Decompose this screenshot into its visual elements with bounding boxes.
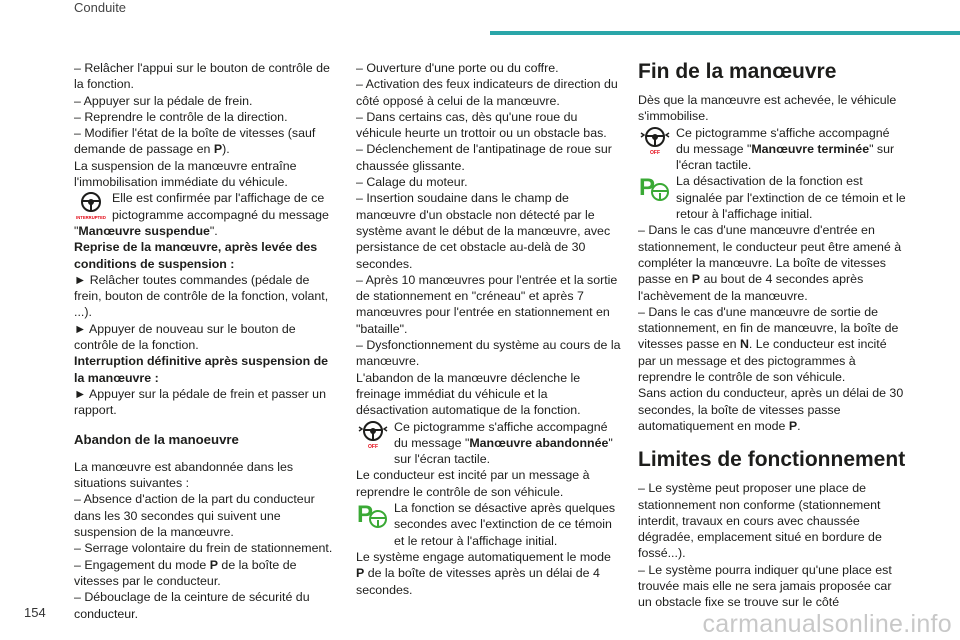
bold-text: Interruption définitive après suspension de la manœuvre : [74, 354, 329, 385]
text-span: au bout de 4 secondes après l'achèvement de la manœuvre. [638, 272, 864, 303]
text-span: – Dans le cas d'une manœuvre de sortie de stationnement, en fin de manœuvre, la boîte de vitesses passe en [638, 304, 899, 352]
text-span: " sur l'écran tactile. [394, 435, 613, 467]
text-line: – Appuyer sur la pédale de frein. [74, 93, 253, 108]
text-line: – Reprendre le contrôle de la direction. [74, 109, 288, 124]
icon-paragraph [356, 419, 622, 468]
off-label: OFF [368, 443, 378, 450]
text-span: de la boîte de vitesses après un délai de 4 secondes. [356, 566, 600, 597]
interrupted-label: INTERRUPTED [76, 215, 106, 221]
text-span: de la boîte de vitesses par le conducteur. [74, 557, 297, 588]
text-line [74, 125, 339, 158]
text-line [638, 125, 906, 174]
text-span: Ce pictogramme s'affiche accompagné du message " [394, 419, 608, 450]
gear-letter: P [691, 272, 700, 287]
column-1 [74, 60, 339, 622]
text-line: Le conducteur est incité par un message à reprendre le contrôle de son véhicule. [356, 468, 590, 499]
text-span: Le système engage automatiquement le mode [356, 549, 611, 564]
text-span: Ce pictogramme s'affiche accompagné du message " [676, 125, 890, 156]
text-line: Dès que la manœuvre est achevée, le véhicule s'immobilise. [638, 93, 897, 124]
icon-paragraph [638, 173, 906, 222]
text-line: – Calage du moteur. [356, 175, 468, 190]
text-line: – Ouverture d'une porte ou du coffre. [356, 61, 559, 75]
text-line: La suspension de la manœuvre entraîne l'immobilisation immédiate du véhicule. [74, 158, 297, 190]
text-line: – Débouclage de la ceinture de sécurité du conducteur. [74, 590, 310, 621]
off-label: OFF [650, 149, 660, 156]
text-line [74, 223, 339, 239]
text-line: – Le système pourra indiquer qu'une place est trouvée mais elle ne sera jamais proposée car un obstacle fixe se trouve sur le côté [638, 562, 892, 610]
steering-wheel-interrupted-icon [74, 190, 108, 222]
icon-paragraph [638, 125, 906, 174]
text-line: La fonction se désactive après quelques secondes avec l'extinction de ce témoin et le retour à l'affichage initial. [394, 501, 616, 548]
text-line: – Dans certains cas, dès qu'une roue du véhicule heurte un trottoir ou un obstacle bas. [356, 109, 607, 141]
text-span: ). [222, 142, 230, 157]
text-span: – Modifier l'état de la boîte de vitesses (sauf demande de passage en [74, 126, 316, 157]
text-span: – Engagement du mode [74, 557, 210, 572]
parking-assist-icon [356, 500, 390, 532]
text-line: – Relâcher l'appui sur le bouton de contrôle de la fonction. [74, 61, 330, 92]
icon-paragraph [74, 190, 339, 223]
text-span: . Le conducteur est incité par un message et des pictogrammes à reprendre le contrôle de son véhicule. [638, 337, 887, 385]
text-span: Sans action du conducteur, après un délai de 30 secondes, la boîte de vitesses passe automatiquement en mode [638, 386, 904, 433]
text-span: " sur l'écran tactile. [676, 141, 895, 173]
text-span: – Dans le cas d'une manœuvre d'entrée en stationnement, le conducteur peut être amené à compléter la manœuvre. La boîte de vitesses passe en [638, 223, 902, 287]
text-line: ► Appuyer sur la pédale de frein et passer un rapport. [74, 386, 326, 418]
text-line: L'abandon de la manœuvre déclenche le freinage immédiat du véhicule et la désactivation automatique de la fonction. [356, 370, 581, 418]
svg-text:P: P [639, 174, 656, 202]
message-bold: Manœuvre terminée [751, 141, 870, 156]
text-span: " [74, 223, 79, 238]
svg-text:P: P [357, 501, 374, 529]
page-number: 154 [24, 605, 46, 620]
text-line: – Serrage volontaire du frein de stationnement. [74, 541, 333, 556]
text-line [356, 419, 622, 468]
column-2 [356, 60, 622, 598]
section-heading: Limites de fonctionnement [638, 448, 906, 472]
text-line: Elle est confirmée par l'affichage de ce pictogramme accompagné du message [112, 191, 329, 222]
header-accent-bar [490, 31, 960, 35]
text-line [638, 385, 906, 434]
steering-wheel-off-icon [638, 125, 672, 157]
icon-paragraph [356, 500, 622, 549]
subheading [74, 353, 339, 386]
watermark: carmanualsonline.info [702, 610, 952, 638]
text-line [638, 304, 906, 385]
header-section-label: Conduite [74, 0, 127, 15]
text-line: La manœuvre est abandonnée dans les situations suivantes : [74, 459, 294, 491]
column-3 [638, 60, 906, 611]
text-line: La désactivation de la fonction est signalée par l'extinction de ce témoin et le retour à l'affichage initial. [676, 174, 906, 222]
text-line: – Dysfonctionnement du système au cours de la manœuvre. [356, 338, 621, 369]
section-heading: Fin de la manœuvre [638, 60, 837, 83]
message-bold: Manœuvre suspendue [78, 223, 210, 238]
text-line: – Déclenchement de l'antipatinage de roue sur chaussée glissante. [356, 142, 612, 173]
text-line [356, 549, 622, 598]
gear-letter: P [209, 557, 218, 572]
text-span: ". [209, 223, 218, 238]
parking-assist-icon [638, 173, 672, 205]
text-span: . [797, 418, 801, 433]
steering-wheel-off-icon [356, 419, 390, 451]
text-line: ► Relâcher toutes commandes (pédale de frein, bouton de contrôle de la fonction, volant, ...). [74, 272, 329, 320]
text-line: – Insertion soudaine dans le champ de manœuvre d'un obstacle non détecté par le système avant le début de la manœuvre, avec persistance de cet obstacle au-delà de 30 secondes. [356, 191, 611, 271]
text-line: – Absence d'action de la part du conducteur dans les 30 secondes qui suivent une suspension de la manœuvre. [74, 492, 315, 540]
text-line: – Après 10 manœuvres pour l'entrée et la sortie de stationnement en "créneau" et après 7 manœuvres pour l'entrée en stationnement en "bataille". [356, 272, 618, 336]
gear-letter: N [739, 337, 749, 352]
gear-letter: P [356, 566, 365, 581]
message-bold: Manœuvre abandonnée [469, 435, 609, 450]
text-line: ► Appuyer de nouveau sur le bouton de contrôle de la fonction. [74, 321, 296, 353]
text-line: – Activation des feux indicateurs de direction du côté opposé à celui de la manœuvre. [356, 77, 618, 108]
text-line: – Le système peut proposer une place de stationnement non conforme (stationnement interdit, travaux en cours avec chaussée dégradée, emplacement situé en bordure de fossé...). [638, 481, 882, 561]
gear-letter: P [788, 418, 798, 433]
text-line [74, 557, 339, 590]
bold-text: Reprise de la manœuvre, après levée des conditions de suspension : [74, 240, 318, 271]
subheading [74, 239, 339, 272]
gear-letter: P [213, 142, 223, 157]
section-heading: Abandon de la manoeuvre [74, 431, 239, 447]
text-line [638, 222, 906, 303]
